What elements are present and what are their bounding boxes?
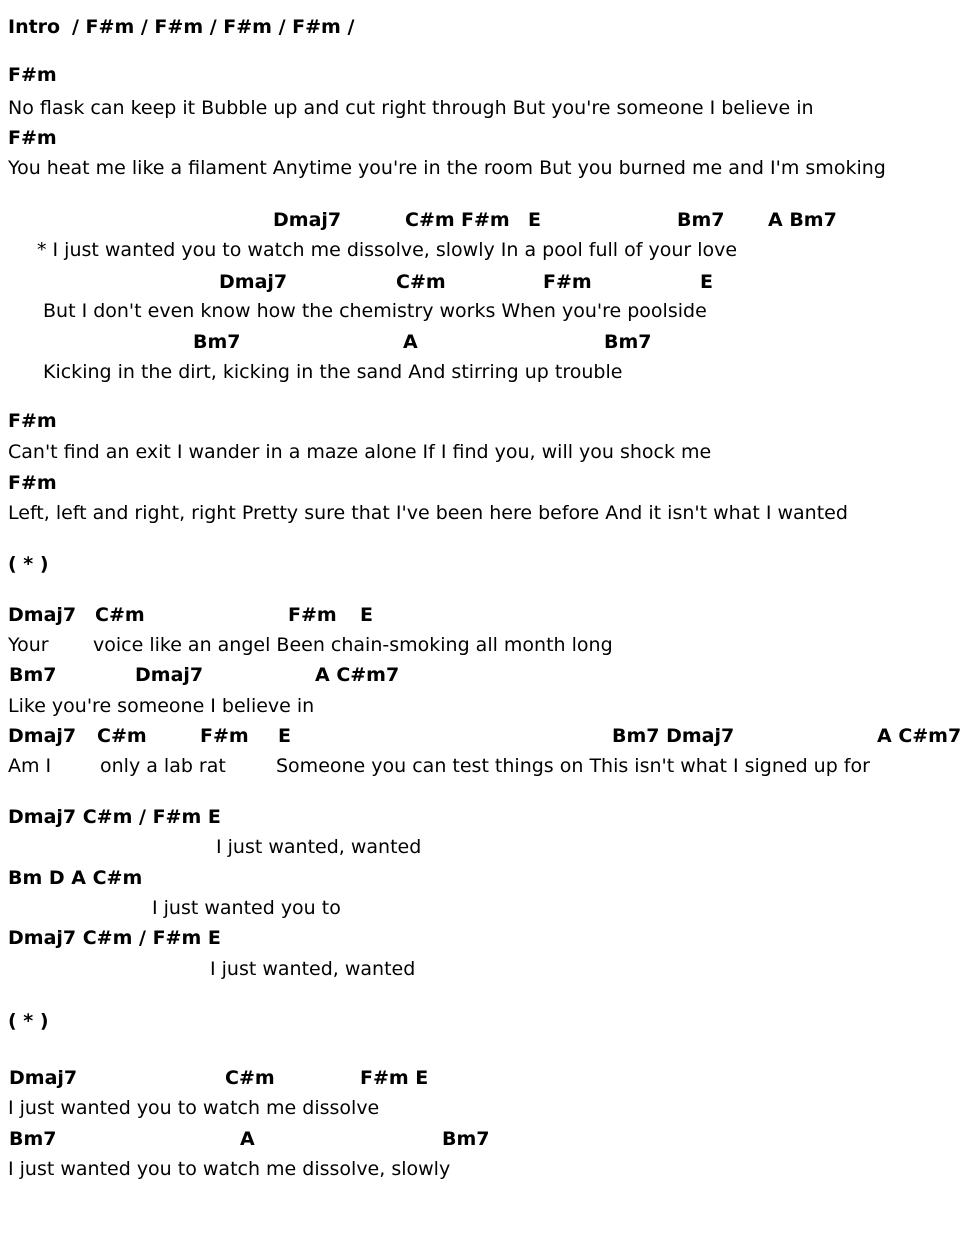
lyric-segment: I just wanted, wanted — [216, 836, 422, 858]
chord: Dmaj7 — [273, 209, 342, 231]
lyric-line — [0, 437, 969, 467]
chord-line — [0, 267, 969, 297]
lyric-line — [0, 1154, 969, 1184]
lyric-segment: No flask can keep it Bubble up and cut right through But you're someone I believe in — [8, 97, 814, 119]
lyric-segment: * I just wanted you to watch me dissolve, slowly In a pool full of your love — [37, 239, 738, 261]
chord: F#m — [288, 604, 337, 626]
section-marker: ( * ) — [8, 1010, 49, 1032]
lyric-segment: But I don't even know how the chemistry works When you're poolside — [43, 300, 707, 322]
lyric-line — [0, 296, 969, 326]
lyric-segment: I just wanted you to watch me dissolve — [8, 1097, 380, 1119]
chord-line — [0, 406, 969, 436]
chord-line — [0, 802, 969, 832]
chord: Bm7 — [604, 331, 652, 353]
lyric-line — [0, 498, 969, 528]
chord: E — [700, 271, 713, 293]
chord: Bm7 — [9, 1128, 57, 1150]
chord: Bm7 — [9, 664, 57, 686]
chord: A Bm7 — [768, 209, 837, 231]
lyric-line — [0, 954, 969, 984]
lyric-segment: Kicking in the dirt, kicking in the sand And stirring up trouble — [43, 361, 623, 383]
chord-line — [0, 600, 969, 630]
section-marker: ( * ) — [8, 553, 49, 575]
chord: A — [403, 331, 418, 353]
chord-line — [0, 123, 969, 153]
lyric-line — [0, 691, 969, 721]
lyric-segment: Can't find an exit I wander in a maze alone If I find you, will you shock me — [8, 441, 712, 463]
chord: A — [240, 1128, 255, 1150]
lyric-segment: Am I — [8, 755, 52, 777]
lyric-line — [0, 93, 969, 123]
chord: / F#m / F#m / F#m / F#m / — [72, 16, 355, 38]
chord-line — [0, 1124, 969, 1154]
chord: Dmaj7 — [8, 725, 77, 747]
lyric-segment: I just wanted you to — [152, 897, 341, 919]
lyric-line — [0, 153, 969, 183]
chord: Dmaj7 — [9, 1067, 78, 1089]
chord: A C#m7 — [877, 725, 962, 747]
chord: F#m — [200, 725, 249, 747]
chord: C#m — [396, 271, 446, 293]
chord-line — [0, 468, 969, 498]
lyric-segment: only a lab rat — [100, 755, 226, 777]
chord-line — [0, 12, 969, 42]
lyric-segment: Someone you can test things on This isn't what I signed up for — [276, 755, 870, 777]
lyric-line — [0, 1093, 969, 1123]
chord: F#m E — [360, 1067, 429, 1089]
lyric-line — [0, 832, 969, 862]
lyric-segment: Like you're someone I believe in — [8, 695, 315, 717]
chord: C#m — [405, 209, 455, 231]
chord: C#m — [95, 604, 145, 626]
chord: Dmaj7 C#m / F#m E — [8, 927, 221, 949]
lyric-line — [0, 893, 969, 923]
chord-line — [0, 1063, 969, 1093]
lyric-segment: I just wanted you to watch me dissolve, slowly — [8, 1158, 451, 1180]
chord: F#m — [8, 472, 57, 494]
chord: Dmaj7 — [219, 271, 288, 293]
lyric-segment: You heat me like a filament Anytime you're in the room But you burned me and I'm smoking — [8, 157, 886, 179]
chord: Bm7 Dmaj7 — [612, 725, 735, 747]
chord: E — [278, 725, 291, 747]
chord-line — [0, 863, 969, 893]
chord-line — [0, 721, 969, 751]
lyric-segment: I just wanted, wanted — [210, 958, 416, 980]
chord-line — [0, 205, 969, 235]
chord-line — [0, 60, 969, 90]
lyric-line — [0, 751, 969, 781]
chord: Dmaj7 — [8, 604, 77, 626]
chord: Bm7 — [442, 1128, 490, 1150]
chord: Intro — [8, 16, 61, 38]
chord-line — [0, 327, 969, 357]
chord: F#m — [8, 410, 57, 432]
chord: Bm7 — [677, 209, 725, 231]
section-marker-line — [0, 1006, 969, 1036]
section-marker-line — [0, 549, 969, 579]
lyric-segment: Left, left and right, right Pretty sure that I've been here before And it isn't what I wanted — [8, 502, 848, 524]
lyric-line — [0, 235, 969, 265]
chord: C#m — [225, 1067, 275, 1089]
lyric-segment: voice like an angel Been chain-smoking all month long — [93, 634, 613, 656]
lyric-line — [0, 357, 969, 387]
lyric-line — [0, 630, 969, 660]
chord: E — [360, 604, 373, 626]
chord: F#m — [461, 209, 510, 231]
chord: Bm D A C#m — [8, 867, 143, 889]
chord-line — [0, 923, 969, 953]
chord: E — [528, 209, 541, 231]
chord: F#m — [8, 127, 57, 149]
chord: A C#m7 — [315, 664, 400, 686]
chord-line — [0, 660, 969, 690]
chord: Dmaj7 C#m / F#m E — [8, 806, 221, 828]
chord: Dmaj7 — [135, 664, 204, 686]
chord: F#m — [8, 64, 57, 86]
chord: Bm7 — [193, 331, 241, 353]
lyric-segment: Your — [8, 634, 49, 656]
chord: C#m — [97, 725, 147, 747]
chord: F#m — [543, 271, 592, 293]
